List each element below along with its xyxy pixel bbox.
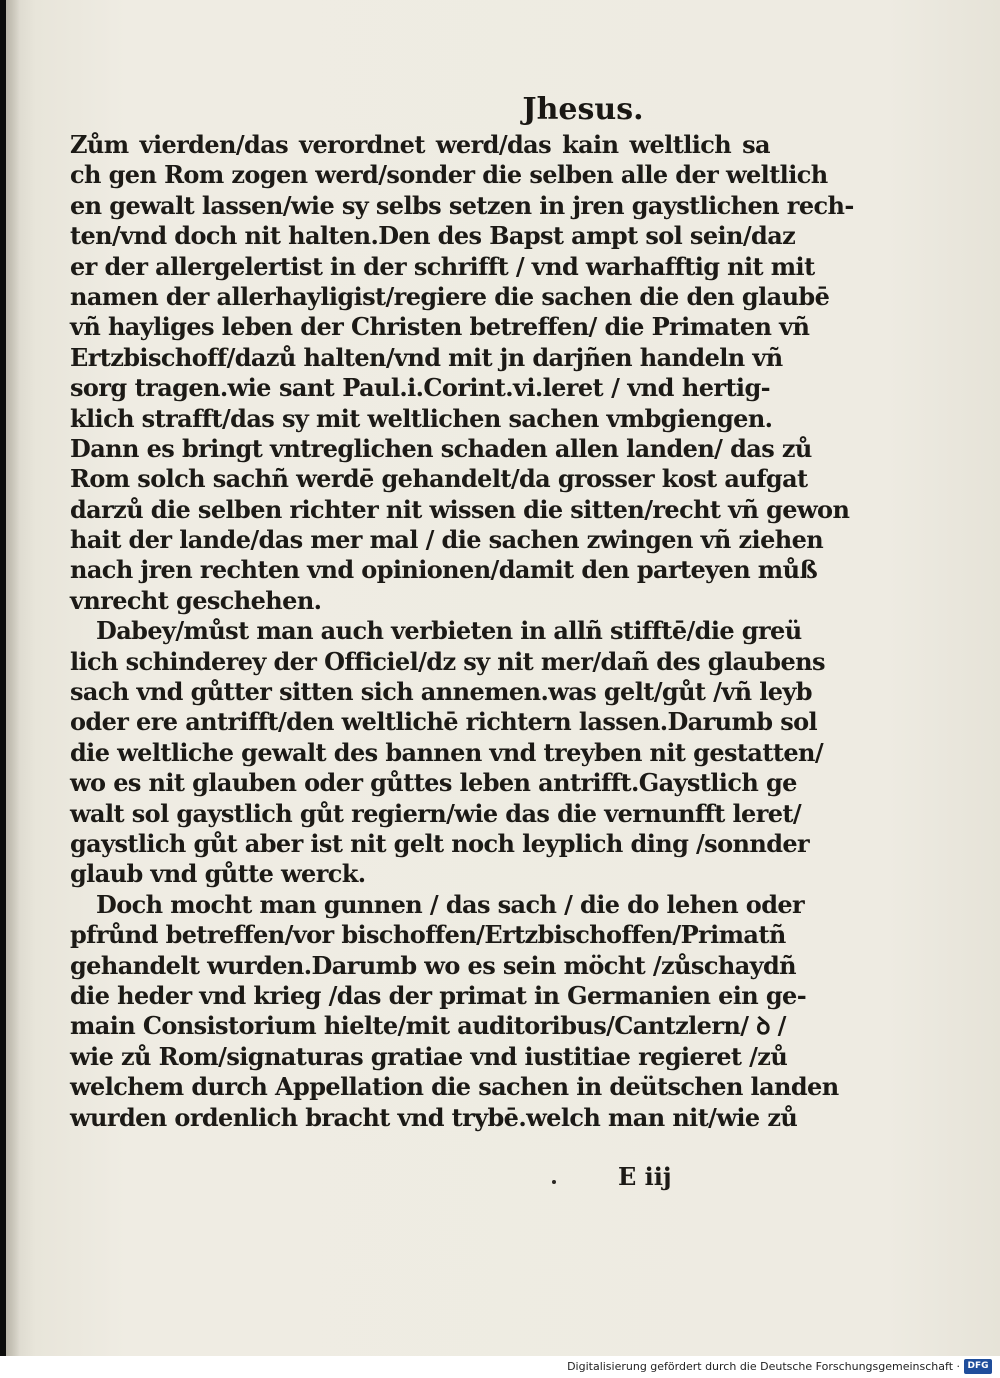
text-line: welchem durch Appellation die sachen in deütschen landen [70,1072,839,1102]
text-line: glaub vnd gůtte werck. [70,859,366,889]
text-line: sach vnd gůtter sitten sich annemen.was gelt/gůt /vñ leyb [70,677,812,707]
text-line: Doch mocht man gunnen / das sach / die do lehen oder [96,889,805,919]
dfg-logo: DFG [964,1359,992,1374]
text-line: darzů die selben richter nit wissen die sitten/recht vñ gewon [70,494,850,524]
text-line: gaystlich gůt aber ist nit gelt noch leyplich ding /sonnder [70,828,810,858]
ink-dot [552,1180,556,1184]
footer-bar [0,1356,1000,1378]
text-line: oder ere antrifft/den weltlichē richtern lassen.Darumb sol [70,707,818,737]
text-line: nach jren rechten vnd opinionen/damit den parteyen můß [70,555,818,585]
body-text [70,130,854,1133]
text-line: ten/vnd doch nit halten.Den des Bapst ampt sol sein/daz [70,221,796,251]
text-line: main Consistorium hielte/mit auditoribus/Cantzlern/ ꝺ / [70,1011,786,1041]
text-line: vñ hayliges leben der Christen betreffen/ die Primaten vñ [70,312,810,342]
text-line: Dann es bringt vntreglichen schaden allen landen/ das zů [70,433,812,463]
text-line: hait der lande/das mer mal / die sachen zwingen vñ ziehen [70,525,824,555]
funding-credit: Digitalisierung gefördert durch die Deutsche Forschungsgemeinschaft · [567,1360,960,1373]
text-line: pfrůnd betreffen/vor bischoffen/Ertzbischoffen/Primatñ [70,920,786,950]
text-line: die weltliche gewalt des bannen vnd treyben nit gestatten/ [70,737,824,767]
text-line: wurden ordenlich bracht vnd trybē.welch man nit/wie zů [70,1102,798,1132]
text-line: Zům vierden/das verordnet werd/das kain weltlich sa [70,130,770,159]
text-line: ch gen Rom zogen werd/sonder die selben alle der weltlich [70,160,828,190]
text-line: Ertzbischoff/dazů halten/vnd mit jn darjñen handeln vñ [70,342,783,372]
text-line: wo es nit glauben oder gůttes leben antrifft.Gaystlich ge [70,768,797,798]
text-line: sorg tragen.wie sant Paul.i.Corint.vi.leret / vnd hertig- [70,373,770,403]
text-line: lich schinderey der Officiel/dz sy nit mer/dañ des glaubens [70,646,825,676]
text-line: namen der allerhayligist/regiere die sachen die den glaubē [70,281,830,311]
text-line: wie zů Rom/signaturas gratiae vnd iustitiae regieret /zů [70,1041,788,1071]
text-line: Rom solch sachñ werdē gehandelt/da grosser kost aufgat [70,464,808,494]
text-line: en gewalt lassen/wie sy selbs setzen in jren gaystlichen rech- [70,190,854,220]
text-line: die heder vnd krieg /das der primat in Germanien ein ge- [70,980,807,1010]
text-line: Dabey/můst man auch verbieten in allñ stifftē/die greü [96,616,802,646]
book-page [6,0,1000,1356]
text-line: vnrecht geschehen. [70,585,322,615]
text-line: walt sol gaystlich gůt regiern/wie das die vernunfft leret/ [70,798,802,828]
text-line: er der allergelertist in der schrifft / vnd warhafftig nit mit [70,251,815,281]
running-head: Jhesus. [522,92,644,127]
signature-mark: E iij [618,1162,672,1191]
text-line: gehandelt wurden.Darumb wo es sein möcht /zůschaydñ [70,950,797,980]
text-line: klich strafft/das sy mit weltlichen sachen vmbgiengen. [70,403,773,433]
